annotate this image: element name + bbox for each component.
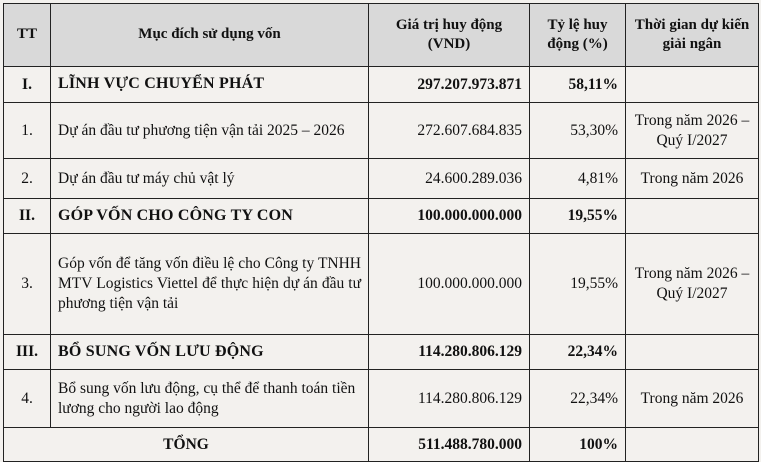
row-time: Trong năm 2026 [626, 370, 759, 428]
row-ratio: 58,11% [530, 67, 626, 103]
row-value: 272.607.684.835 [369, 103, 530, 159]
row-ratio: 19,55% [530, 234, 626, 335]
row-tt: 4. [4, 370, 51, 428]
total-time [626, 428, 759, 462]
section-row-chuyen-phat [4, 67, 759, 103]
row-time [626, 199, 759, 234]
header-row [4, 4, 759, 67]
row-value: 114.280.806.129 [369, 370, 530, 428]
section-row-gop-von [4, 199, 759, 234]
header-ratio: Tỷ lệ huy động (%) [530, 4, 626, 67]
row-time: Trong năm 2026 [626, 159, 759, 199]
row-time: Trong năm 2026 – Quý I/2027 [626, 103, 759, 159]
row-purpose: Dự án đầu tư phương tiện vận tải 2025 – 2026 [51, 103, 369, 159]
row-purpose: BỔ SUNG VỐN LƯU ĐỘNG [51, 335, 369, 370]
row-value: 114.280.806.129 [369, 335, 530, 370]
row-tt: 3. [4, 234, 51, 335]
row-purpose: Bổ sung vốn lưu động, cụ thể để thanh toán tiền lương cho người lao động [51, 370, 369, 428]
row-ratio: 22,34% [530, 370, 626, 428]
row-purpose: Dự án đầu tư máy chủ vật lý [51, 159, 369, 199]
row-tt: II. [4, 199, 51, 234]
row-purpose: LĨNH VỰC CHUYỂN PHÁT [51, 67, 369, 103]
item-row-1 [4, 103, 759, 159]
row-value: 24.600.289.036 [369, 159, 530, 199]
row-time [626, 67, 759, 103]
capital-usage-table [3, 3, 759, 462]
row-tt: 1. [4, 103, 51, 159]
row-tt: 2. [4, 159, 51, 199]
item-row-4 [4, 370, 759, 428]
row-value: 100.000.000.000 [369, 199, 530, 234]
row-purpose: GÓP VỐN CHO CÔNG TY CON [51, 199, 369, 234]
item-row-2 [4, 159, 759, 199]
row-tt: I. [4, 67, 51, 103]
row-time [626, 335, 759, 370]
row-value: 100.000.000.000 [369, 234, 530, 335]
row-ratio: 19,55% [530, 199, 626, 234]
total-label: TỔNG [4, 428, 369, 462]
header-value: Giá trị huy động (VND) [369, 4, 530, 67]
header-purpose: Mục đích sử dụng vốn [51, 4, 369, 67]
row-purpose: Góp vốn để tăng vốn điều lệ cho Công ty TNHH MTV Logistics Viettel để thực hiện dự án đầu tư phương tiện vận tải [51, 234, 369, 335]
total-ratio: 100% [530, 428, 626, 462]
header-time: Thời gian dự kiến giải ngân [626, 4, 759, 67]
row-time: Trong năm 2026 – Quý I/2027 [626, 234, 759, 335]
row-ratio: 53,30% [530, 103, 626, 159]
row-ratio: 22,34% [530, 335, 626, 370]
row-value: 297.207.973.871 [369, 67, 530, 103]
total-value: 511.488.780.000 [369, 428, 530, 462]
total-row [4, 428, 759, 462]
row-ratio: 4,81% [530, 159, 626, 199]
row-tt: III. [4, 335, 51, 370]
header-tt: TT [4, 4, 51, 67]
item-row-3 [4, 234, 759, 335]
section-row-von-luu-dong [4, 335, 759, 370]
